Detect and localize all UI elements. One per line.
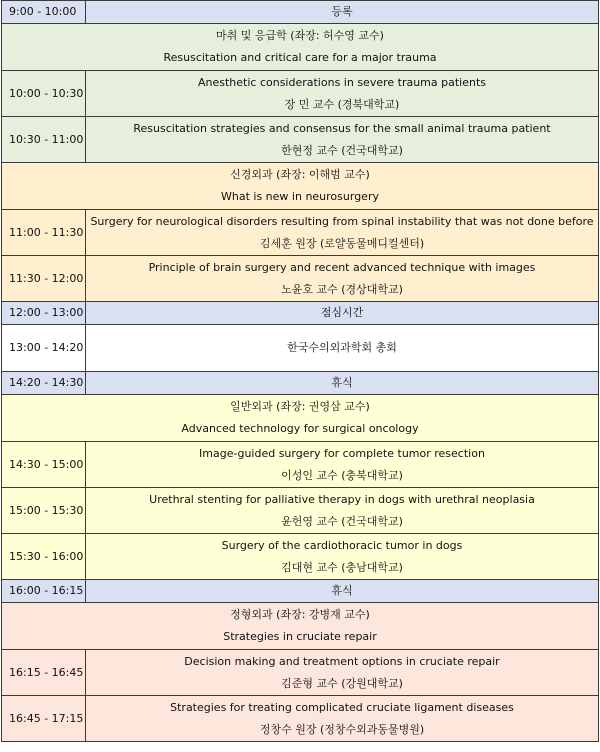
schedule-body (2, 1, 599, 742)
time-cell: 12:00 - 13:00 (2, 302, 86, 325)
talk-title: Surgery of the cardiothoracic tumor in dogs (221, 538, 463, 552)
session-row (2, 696, 599, 742)
speaker-name: 김세훈 원장 (로얄동물메디컬센터) (259, 236, 425, 250)
speaker-name: 이성인 교수 (충북대학교) (281, 468, 403, 482)
break-label-cell (86, 580, 599, 603)
speaker-name: 정창수 원장 (정창수외과동물병원) (259, 722, 425, 736)
session-content-cell (86, 117, 599, 163)
talk-title: Surgery for neurological disorders resulting from spinal instability that was not done before (90, 214, 594, 228)
section-header-row (2, 24, 599, 71)
break-row (2, 302, 599, 325)
session-content-cell (86, 488, 599, 534)
section-english-title: Strategies in cruciate repair (223, 630, 377, 643)
section-title-cell (2, 603, 599, 650)
time-cell: 16:00 - 16:15 (2, 580, 86, 603)
section-english-title: Advanced technology for surgical oncology (181, 422, 419, 435)
section-korean-title: 정형외과 (좌장: 강병재 교수) (230, 608, 370, 621)
session-content-cell (86, 442, 599, 488)
break-row (2, 1, 599, 24)
time-cell: 15:30 - 16:00 (2, 534, 86, 580)
time-cell: 15:00 - 15:30 (2, 488, 86, 534)
time-cell: 10:00 - 10:30 (2, 71, 86, 117)
speaker-name: 윤헌영 교수 (건국대학교) (281, 514, 403, 528)
break-label-cell (86, 372, 599, 395)
session-content-cell (86, 210, 599, 256)
talk-title: Anesthetic considerations in severe trauma patients (197, 75, 487, 89)
schedule-table (1, 0, 599, 742)
time-cell: 16:45 - 17:15 (2, 696, 86, 742)
row-label: 등록 (331, 5, 353, 18)
speaker-name: 장 민 교수 (경북대학교) (284, 97, 400, 111)
row-label: 휴식 (331, 584, 353, 597)
session-row (2, 71, 599, 117)
break-row (2, 372, 599, 395)
session-row (2, 210, 599, 256)
time-cell: 9:00 - 10:00 (2, 1, 86, 24)
section-header-row (2, 603, 599, 650)
session-row (2, 534, 599, 580)
row-label: 한국수의외과학회 총회 (287, 341, 397, 354)
row-label: 점심시간 (320, 306, 364, 319)
section-title-cell (2, 24, 599, 71)
section-korean-title: 일반외과 (좌장: 권영삼 교수) (230, 400, 370, 413)
session-content-cell (86, 71, 599, 117)
section-korean-title: 신경외과 (좌장: 이해범 교수) (230, 168, 370, 181)
talk-title: Decision making and treatment options in cruciate repair (184, 654, 500, 668)
session-content-cell (86, 650, 599, 696)
session-content-cell (86, 534, 599, 580)
session-row (2, 650, 599, 696)
time-cell: 16:15 - 16:45 (2, 650, 86, 696)
session-row (2, 488, 599, 534)
session-content-cell (86, 256, 599, 302)
speaker-name: 노윤호 교수 (경상대학교) (281, 282, 403, 296)
section-english-title: What is new in neurosurgery (221, 190, 379, 203)
section-korean-title: 마취 및 응급학 (좌장: 허수영 교수) (216, 29, 384, 42)
time-cell: 10:30 - 11:00 (2, 117, 86, 163)
time-cell: 14:30 - 15:00 (2, 442, 86, 488)
time-cell: 14:20 - 14:30 (2, 372, 86, 395)
section-title-cell (2, 163, 599, 210)
time-cell: 11:00 - 11:30 (2, 210, 86, 256)
talk-title: Strategies for treating complicated cruciate ligament diseases (170, 700, 514, 714)
speaker-name: 한현정 교수 (건국대학교) (281, 143, 403, 157)
break-label-cell (86, 302, 599, 325)
row-label: 휴식 (331, 376, 353, 389)
speaker-name: 김대현 교수 (충남대학교) (281, 560, 403, 574)
section-header-row (2, 395, 599, 442)
time-cell: 11:30 - 12:00 (2, 256, 86, 302)
break-label-cell (86, 1, 599, 24)
talk-title: Image-guided surgery for complete tumor resection (199, 446, 485, 460)
talk-title: Resuscitation strategies and consensus for the small animal trauma patient (133, 121, 551, 135)
talk-title: Urethral stenting for palliative therapy in dogs with urethral neoplasia (149, 492, 535, 506)
session-row (2, 256, 599, 302)
session-row (2, 442, 599, 488)
talk-title: Principle of brain surgery and recent advanced technique with images (148, 260, 536, 274)
section-english-title: Resuscitation and critical care for a major trauma (163, 51, 437, 64)
section-title-cell (2, 395, 599, 442)
session-content-cell (86, 325, 599, 372)
break-row (2, 580, 599, 603)
session-row (2, 117, 599, 163)
speaker-name: 김준형 교수 (강원대학교) (281, 676, 403, 690)
section-header-row (2, 163, 599, 210)
session-content-cell (86, 696, 599, 742)
time-cell: 13:00 - 14:20 (2, 325, 86, 372)
session-row (2, 325, 599, 372)
